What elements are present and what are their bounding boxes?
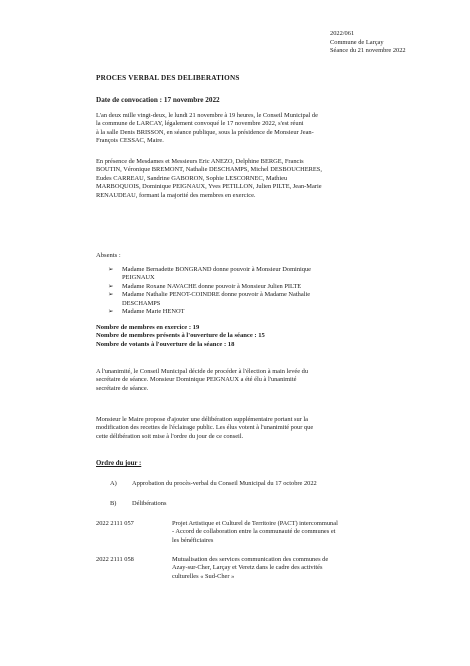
absent-item: ➢ Madame Nathalie PENOT-COINDRE donne pouvoir à Madame Nathalie — [108, 291, 311, 299]
intro-line: L'an deux mille vingt-deux, le lundi 21 novembre à 19 heures, le Conseil Municipal de — [96, 112, 318, 119]
presence-line: Eudes CARREAU, Sandrine GABORON, Sophie LESCORNEC, Mathieu — [96, 174, 288, 182]
intro-paragraph — [96, 112, 386, 146]
agenda-heading: Ordre du jour : — [96, 460, 142, 467]
count-votants: Nombre de votants à l'ouverture de la séance : 18 — [96, 340, 235, 348]
deliberation-text: Projet Artistique et Culturel de Territoire (PACT) intercommunal - Accord de collaboration entre la communauté de communes et les bénéficiaires — [172, 520, 338, 544]
convocation-date: Date de convocation : 17 novembre 2022 — [96, 96, 220, 104]
absents-heading: Absents : — [96, 252, 121, 259]
presence-paragraph — [96, 158, 386, 200]
arrow-bullet-icon: ➢ — [108, 282, 114, 290]
agenda-letter: A) — [110, 480, 117, 487]
presence-line: BOUTIN, Véronique BREMONT, Nathalie DESCHAMPS, Michel DESBOUCHERES, — [96, 166, 322, 174]
arrow-bullet-icon: ➢ — [108, 308, 114, 316]
secretaire-line: secrétaire de séance. Monsieur Dominique PEIGNAUX a été élu à l'unanimité — [96, 376, 297, 384]
absent-item-continued: PEIGNAUX — [122, 274, 155, 282]
absent-item-continued: DESCHAMPS — [122, 299, 161, 307]
absent-item: ➢ Madame Roxane NAVACHE donne pouvoir à Monsieur Julien PILTE — [108, 282, 302, 290]
absent-item: ➢ Madame Marie HENOT — [108, 308, 185, 316]
member-counts — [96, 324, 265, 349]
maire-line: cette délibération soit mise à l'ordre du jour de ce conseil. — [96, 432, 244, 440]
presence-line: MARBOQUOIS, Dominique PEIGNAUX, Yves PETILLON, Julien PILTE, Jean-Marie — [96, 183, 322, 191]
maire-line: Monsieur le Maire propose d'ajouter une délibération supplémentaire portant sur la — [96, 416, 308, 423]
arrow-bullet-icon: ➢ — [108, 266, 114, 273]
count-presents: Nombre de membres présents à l'ouverture de la séance : 15 — [96, 332, 265, 340]
arrow-bullet-icon: ➢ — [108, 291, 114, 299]
deliberation-number: 2022 2111 058 — [96, 556, 134, 563]
maire-paragraph — [96, 416, 386, 441]
agenda-item-a — [110, 480, 317, 488]
intro-line: François CESSAC, Maire. — [96, 137, 164, 145]
document-header — [330, 30, 406, 56]
header-seance: Séance du 21 novembre 2022 — [330, 47, 406, 55]
header-commune: Commune de Larçay — [330, 38, 384, 46]
intro-line: à la salle Denis BRISSON, en séance publique, sous la présidence de Monsieur Jean- — [96, 128, 314, 136]
count-exercice: Nombre de membres en exercice : 19 — [96, 324, 200, 331]
secretaire-paragraph — [96, 368, 386, 393]
absent-item: ➢ Madame Bernadette BONGRAND donne pouvoir à Monsieur Dominique — [108, 266, 312, 273]
document-title: PROCES VERBAL DES DELIBERATIONS — [96, 74, 240, 82]
secretaire-line: secrétaire de séance. — [96, 384, 149, 392]
agenda-text: Approbation du procès-verbal du Conseil Municipal du 17 octobre 2022 — [132, 480, 317, 487]
presence-line: RENAUDEAU, formant la majorité des membres en exercice. — [96, 191, 256, 199]
maire-line: modification des recettes de l'éclairage public. Les élus votent à l'unanimité pour que — [96, 424, 314, 432]
secretaire-line: A l'unanimité, le Conseil Municipal décide de procéder à l'élection à main levée du — [96, 368, 309, 375]
agenda-item-b — [110, 500, 166, 508]
intro-line: la commune de LARCAY, légalement convoqué le 17 novembre 2022, s'est réuni — [96, 120, 304, 128]
presence-line: En présence de Mesdames et Messieurs Eric ANEZO, Delphine BERGE, Francis — [96, 158, 304, 165]
header-ref: 2022/061 — [330, 30, 355, 37]
deliberation-number: 2022 2111 057 — [96, 520, 134, 527]
agenda-letter: B) — [110, 500, 117, 507]
agenda-text: Délibérations — [132, 500, 167, 507]
absents-list — [108, 266, 311, 316]
deliberation-text: Mutualisation des services communication des communes de Azay-sur-Cher, Larçay et Veretz dans le cadre des activités culturelles « Sud-Cher » — [172, 556, 329, 580]
